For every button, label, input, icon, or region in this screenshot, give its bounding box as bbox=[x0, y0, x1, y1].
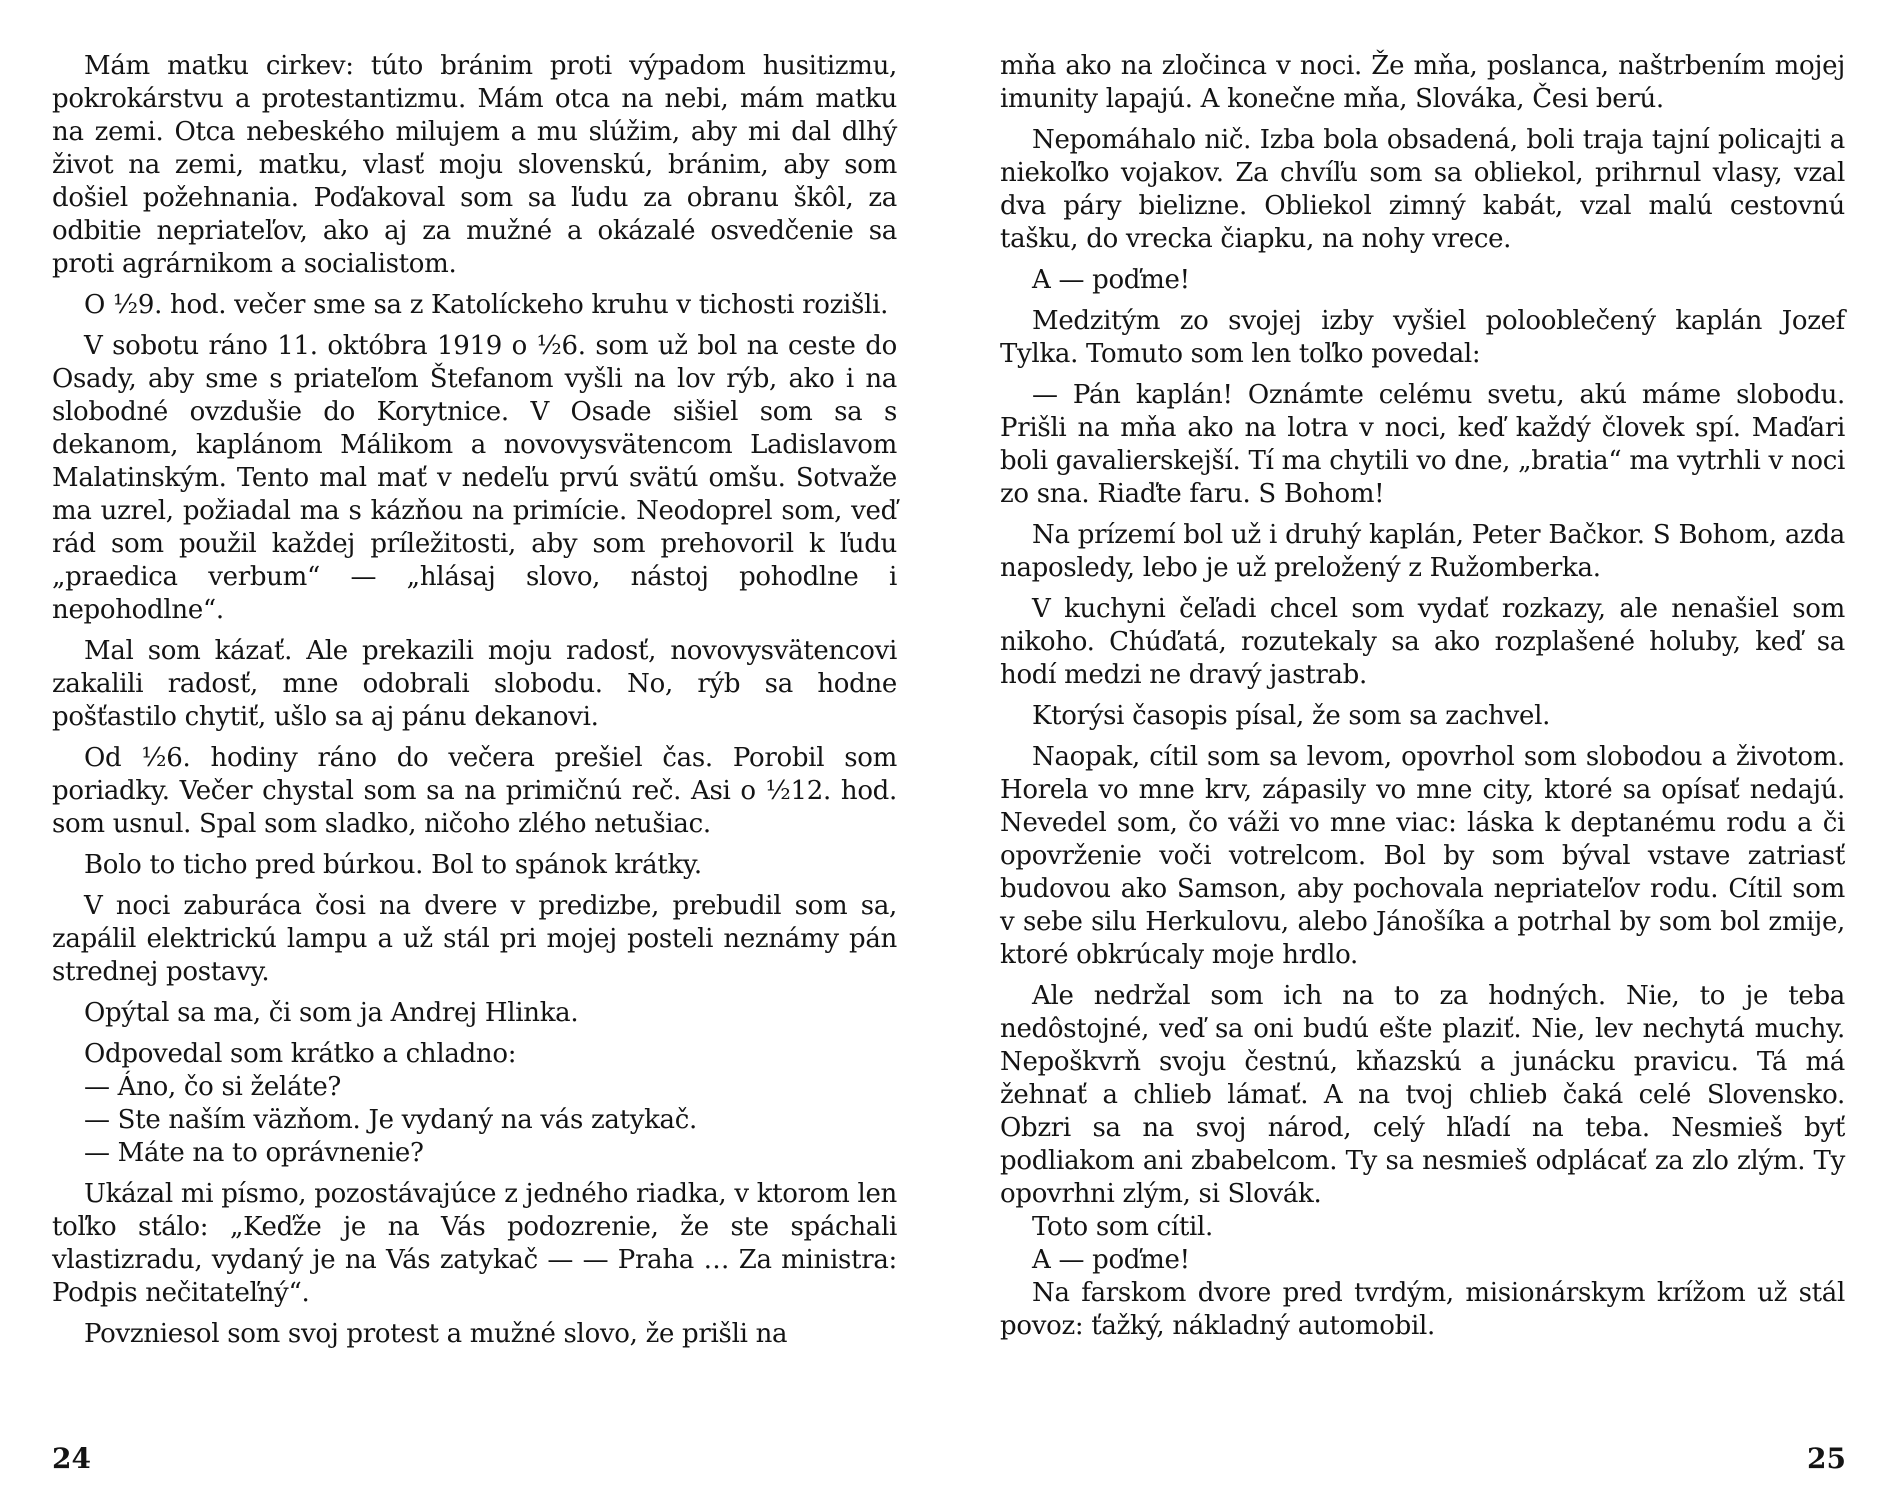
paragraph: Na farskom dvore pred tvrdým, misionárskym krížom už stál povoz: ťažký, nákladný automobil. bbox=[1000, 1278, 1845, 1341]
paragraph: Na prízemí bol už i druhý kaplán, Peter Bačkor. S Bohom, azda naposledy, lebo je už preložený z Ružomberka. bbox=[1000, 520, 1845, 583]
paragraph: Od ½6. hodiny ráno do večera prešiel čas. Porobil som poriadky. Večer chystal som sa na primičnú reč. Asi o ½12. hod. som usnul. Spal som sladko, ničoho zlého netušiac. bbox=[52, 743, 897, 839]
paragraph: Ukázal mi písmo, pozostávajúce z jedného riadka, v ktorom len toľko stálo: „Keďže je na Vás podozrenie, že ste spáchali vlastizradu, vydaný je na Vás zatykač — — Praha … Za ministra: Podpis nečitateľný“. bbox=[52, 1179, 897, 1308]
dialogue-line: — Áno, čo si želáte? bbox=[84, 1072, 342, 1102]
paragraph: A — poďme! bbox=[1032, 265, 1190, 295]
dialogue-line: — Ste naším väzňom. Je vydaný na vás zatykač. bbox=[84, 1105, 697, 1135]
paragraph: Mal som kázať. Ale prekazili moju radosť, novovysvätencovi zakalili radosť, mne odobrali slobodu. No, rýb sa hodne pošťastilo chytiť, ušlo sa aj pánu dekanovi. bbox=[52, 636, 897, 732]
paragraph: Bolo to ticho pred búrkou. Bol to spánok krátky. bbox=[84, 850, 702, 880]
right-page bbox=[1000, 50, 1845, 1470]
paragraph: Toto som cítil. bbox=[1032, 1212, 1213, 1242]
paragraph: — Pán kaplán! Oznámte celému svetu, akú máme slobodu. Prišli na mňa ako na lotra v noci, keď každý človek spí. Maďari boli gavalierskejší. Tí ma chytili vo dne, „bratia“ ma vytrhli v noci zo sna. Riaďte faru. S Bohom! bbox=[1000, 380, 1845, 509]
page-number: 24 bbox=[52, 1442, 91, 1475]
paragraph: Nepomáhalo nič. Izba bola obsadená, boli traja tajní policajti a niekoľko vojakov. Za chvíľu som sa obliekol, prihrnul vlasy, vzal dva páry bielizne. Obliekol zimný kabát, vzal malú cestovnú tašku, do vrecka čiapku, na nohy vrece. bbox=[1000, 125, 1845, 254]
paragraph: Ale nedržal som ich na to za hodných. Nie, to je teba nedôstojné, veď sa oni budú ešte plaziť. Nie, lev nechytá muchy. Nepoškvrň svoju čestnú, kňazskú a junácku pravicu. Tá má žehnať a chlieb lámať. A na tvoj chlieb čaká celé Slovensko. Obzri sa na svoj národ, celý hľadí na teba. Nesmieš byť podliakom ani zbabelcom. Ty sa nesmieš odplácať za zlo zlým. Ty opovrhni zlým, si Slovák. bbox=[1000, 981, 1845, 1209]
paragraph: Ktorýsi časopis písal, že som sa zachvel. bbox=[1032, 701, 1551, 731]
paragraph: O ½9. hod. večer sme sa z Katolíckeho kruhu v tichosti rozišli. bbox=[84, 290, 889, 320]
paragraph: V kuchyni čeľadi chcel som vydať rozkazy, ale nenašiel som nikoho. Chúďatá, rozutekaly sa ako rozplašené holuby, keď sa hodí medzi ne dravý jastrab. bbox=[1000, 594, 1845, 690]
paragraph: Odpovedal som krátko a chladno: bbox=[84, 1039, 517, 1069]
paragraph: Povzniesol som svoj protest a mužné slovo, že prišli na bbox=[84, 1319, 788, 1349]
paragraph: mňa ako na zločinca v noci. Že mňa, poslanca, naštrbením mojej imunity lapajú. A konečne mňa, Slováka, Česi berú. bbox=[1000, 51, 1845, 114]
left-page bbox=[52, 50, 897, 1470]
paragraph: Medzitým zo svojej izby vyšiel polooblečený kaplán Jozef Tylka. Tomuto som len toľko povedal: bbox=[1000, 306, 1845, 369]
page-number: 25 bbox=[1807, 1442, 1846, 1475]
paragraph: A — poďme! bbox=[1032, 1245, 1190, 1275]
paragraph: V sobotu ráno 11. októbra 1919 o ½6. som už bol na ceste do Osady, aby sme s priateľom Štefanom vyšli na lov rýb, ako i na slobodné ovzdušie do Korytnice. V Osade sišiel som sa s dekanom, kaplánom Málikom a novovysvätencom Ladislavom Malatinským. Tento mal mať v nedeľu prvú svätú omšu. Sotvaže ma uzrel, požiadal ma s kázňou na primície. Neodoprel som, veď rád som použil každej príležitosti, aby som prehovoril k ľudu „praedica verbum“ — „hlásaj slovo, nástoj pohodlne i nepohodlne“. bbox=[52, 331, 897, 625]
paragraph: Naopak, cítil som sa levom, opovrhol som slobodou a životom. Horela vo mne krv, zápasily vo mne city, ktoré sa opísať nedajú. Nevedel som, čo váži vo mne viac: láska k deptanému rodu a či opovrženie voči votrelcom. Bol by som býval vstave zatriasť budovou ako Samson, aby pochovala nepriateľov rodu. Cítil som v sebe silu Herkulovu, alebo Jánošíka a potrhal by som bol zmije, ktoré obkrúcaly moje hrdlo. bbox=[1000, 742, 1845, 970]
paragraph: V noci zaburáca čosi na dvere v predizbe, prebudil som sa, zapálil elektrickú lampu a už stál pri mojej posteli neznámy pán strednej postavy. bbox=[52, 891, 897, 987]
dialogue-line: — Máte na to oprávnenie? bbox=[84, 1138, 424, 1168]
paragraph: Mám matku cirkev: túto bránim proti výpadom husitizmu, pokrokárstvu a protestantizmu. Mám otca na nebi, mám matku na zemi. Otca nebeského milujem a mu slúžim, aby mi dal dlhý život na zemi, matku, vlasť moju slovenskú, bránim, aby som došiel požehnania. Poďakoval som sa ľudu za obranu škôl, za odbitie nepriateľov, ako aj za mužné a okázalé osvedčenie sa proti agrárnikom a socialistom. bbox=[52, 51, 897, 279]
paragraph: Opýtal sa ma, či som ja Andrej Hlinka. bbox=[84, 998, 579, 1028]
